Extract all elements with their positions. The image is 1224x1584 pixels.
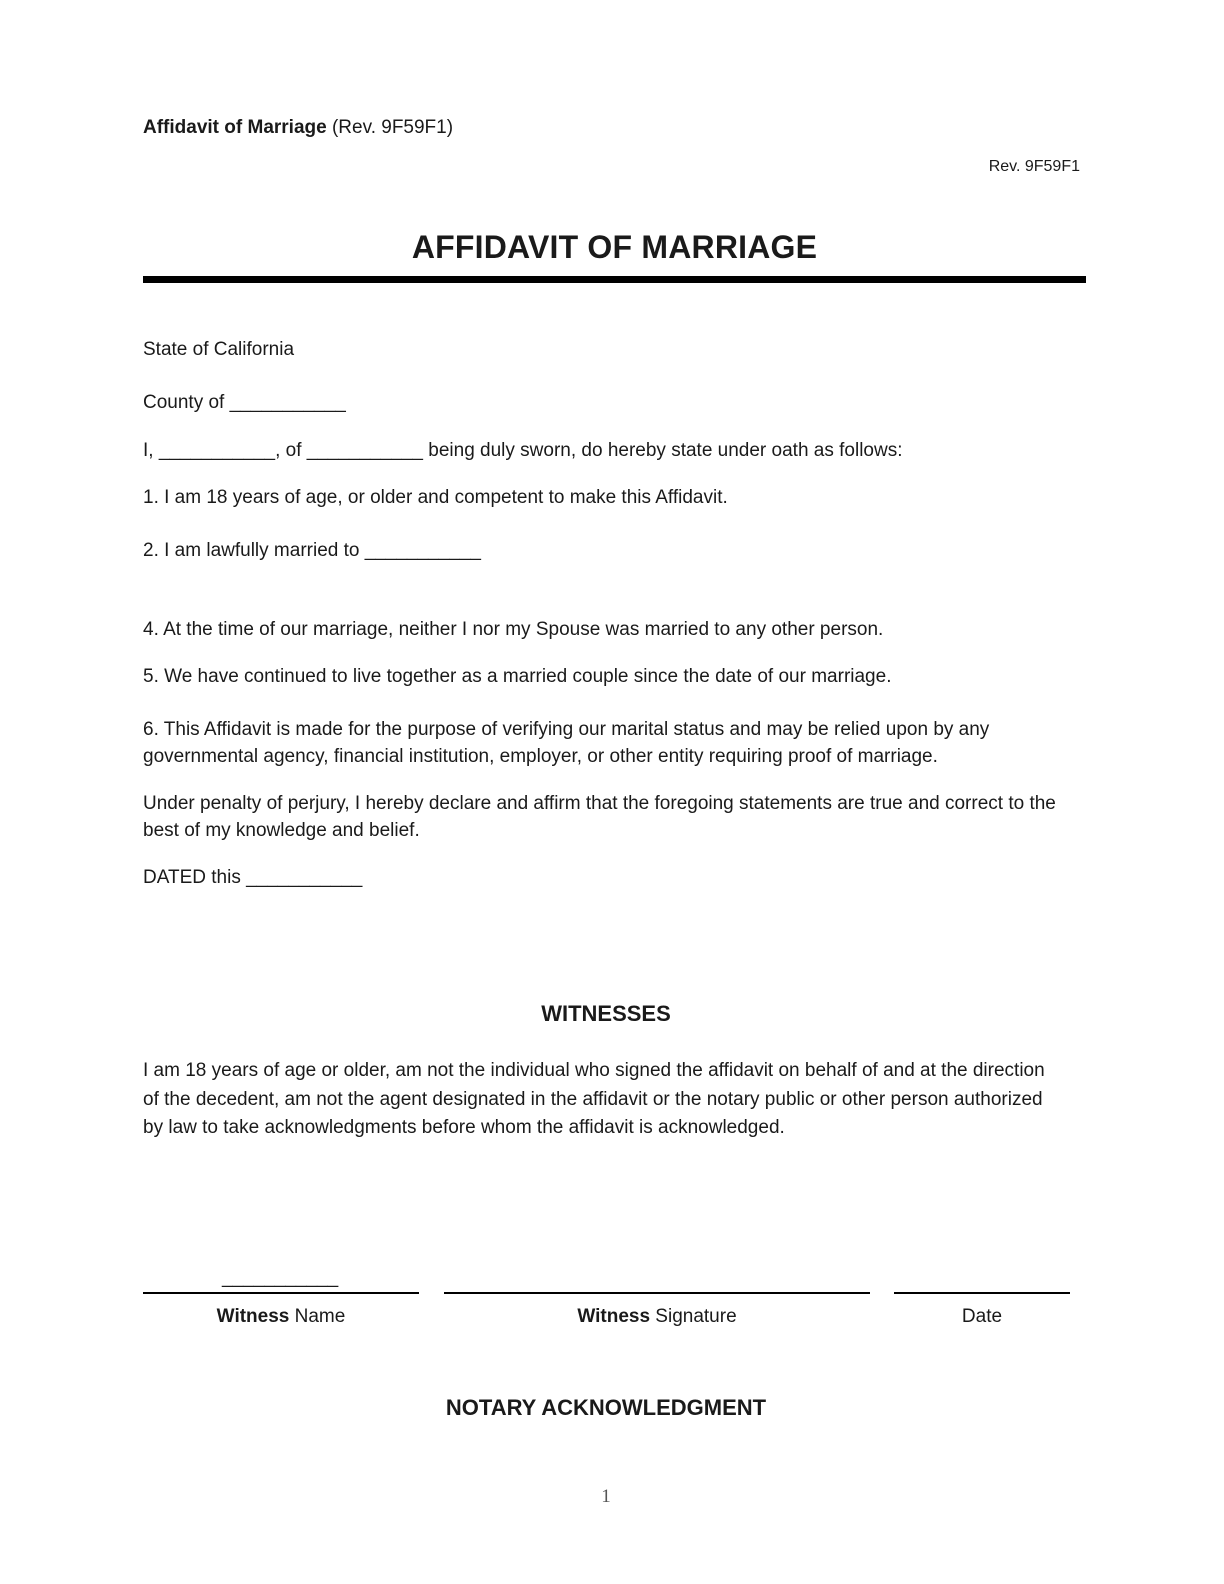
revision-code: Rev. 9F59F1 [988, 158, 1080, 175]
witness-name-label-rest: Name [289, 1306, 346, 1327]
witness-name-label-bold: Witness [216, 1306, 290, 1327]
intro-statement: I, ___________, of ___________ being duly sworn, do hereby state under oath as follows: [143, 440, 903, 461]
document-header [143, 116, 453, 140]
witness-signature-label-rest: Signature [650, 1306, 737, 1327]
witness-statement: I am 18 years of age or older, am not the individual who signed the affidavit on behalf of and at the direction of the decedent, am not the agent designated in the affidavit or the notary public or other person authorized by law to take acknowledgments before whom the affidavit is acknowledged. [143, 1060, 1045, 1138]
title-rule [143, 276, 1086, 283]
witness-name-label [143, 1305, 419, 1329]
item-6: 6. This Affidavit is made for the purpose of verifying our marital status and may be relied upon by any governmental agency, financial institution, employer, or other entity requiring proof of marriage. [143, 719, 990, 767]
witness-name-value: ___________ [222, 1267, 339, 1288]
witness-signature-line [444, 1292, 870, 1294]
dated-line: DATED this ___________ [143, 867, 363, 888]
item-1: 1. I am 18 years of age, or older and competent to make this Affidavit. [143, 487, 728, 508]
notary-heading: NOTARY ACKNOWLEDGMENT [445, 1395, 767, 1420]
document-title: AFFIDAVIT OF MARRIAGE [411, 229, 818, 265]
county-line: County of ___________ [143, 392, 346, 413]
state-line: State of California [143, 339, 295, 360]
header-doc-name: Affidavit of Marriage [143, 117, 327, 138]
item-2: 2. I am lawfully married to ___________ [143, 540, 481, 561]
item-5: 5. We have continued to live together as a married couple since the date of our marriage. [143, 666, 892, 687]
header-revision: (Rev. 9F59F1) [331, 117, 454, 138]
witness-date-label: Date [961, 1306, 1003, 1327]
perjury-declaration: Under penalty of perjury, I hereby declare and affirm that the foregoing statements are true and correct to the best of my knowledge and belief. [143, 793, 1056, 841]
page-number: 1 [601, 1486, 611, 1507]
witness-date-line [894, 1292, 1070, 1294]
item-4: 4. At the time of our marriage, neither I nor my Spouse was married to any other person. [143, 619, 884, 640]
witness-signature-label [444, 1305, 870, 1329]
witness-name-line [143, 1292, 419, 1294]
witness-signature-label-bold: Witness [577, 1306, 651, 1327]
witnesses-heading: WITNESSES [541, 1001, 671, 1026]
